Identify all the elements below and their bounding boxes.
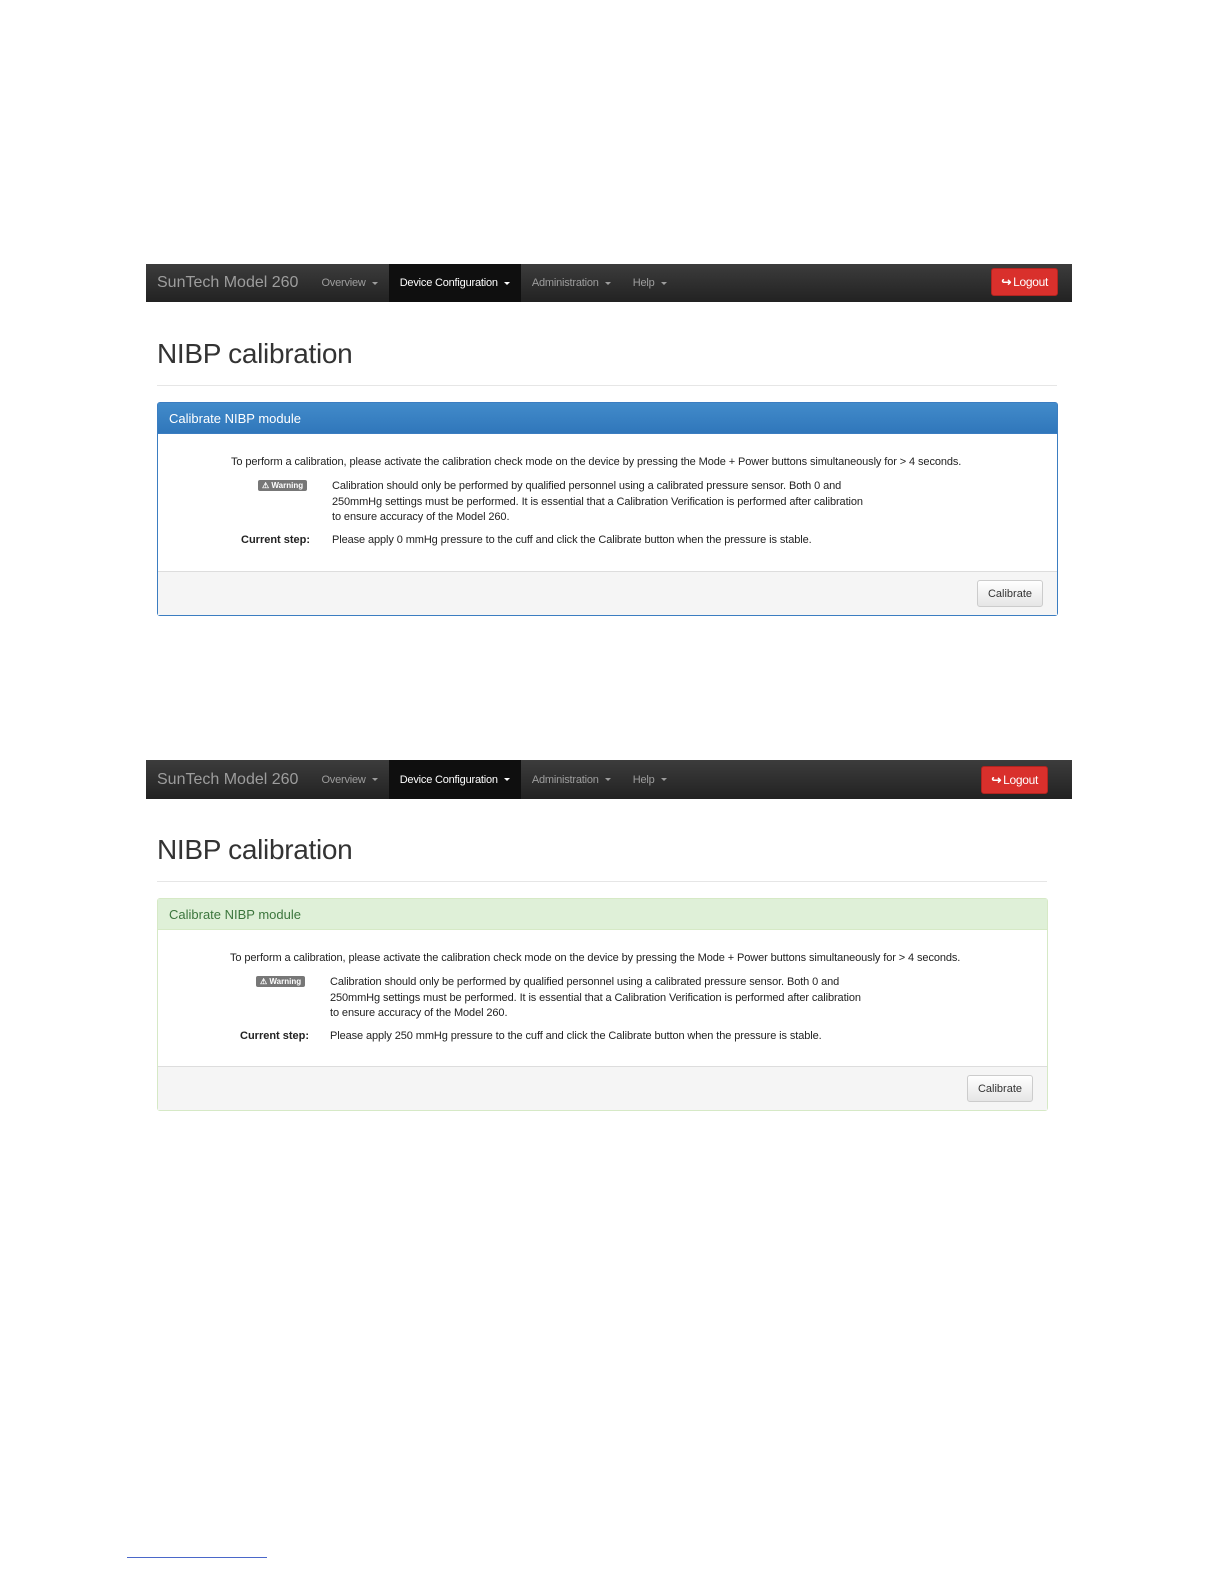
nav-administration-label: Administration	[531, 277, 599, 289]
nav-administration[interactable]	[521, 760, 622, 799]
nav-overview-label: Overview	[321, 277, 366, 289]
nav-overview-label: Overview	[321, 773, 366, 786]
warning-line: to ensure accuracy of the Model 260.	[332, 511, 510, 523]
nav-help[interactable]	[622, 760, 678, 799]
nav-overview[interactable]	[310, 264, 388, 302]
nav-administration[interactable]	[521, 264, 622, 302]
screenshot-step-2	[146, 760, 1072, 1120]
intro-text: To perform a calibration, please activate the calibration check mode on the device by pressing the Mode + Power buttons simultaneously for > 4 seconds.	[231, 456, 962, 468]
warning-badge: ⚠ Warning	[256, 976, 305, 987]
nav-help-label: Help	[632, 277, 655, 289]
panel-heading: Calibrate NIBP module	[158, 899, 1047, 930]
warning-badge-label: Warning	[271, 481, 304, 490]
caret-down-icon	[372, 778, 378, 781]
current-step-label: Current step:	[240, 1030, 310, 1042]
nav-administration-label: Administration	[531, 773, 599, 786]
current-step-label: Current step:	[241, 534, 311, 546]
warning-line: Calibration should only be performed by qualified personnel using a calibrated pressure sensor. Both 0 and	[330, 976, 840, 988]
nav-device-configuration-label: Device Configuration	[399, 773, 498, 786]
current-step-text: Please apply 0 mmHg pressure to the cuff and click the Calibrate button when the pressure is stable.	[332, 534, 812, 546]
brand-link[interactable]: SunTech Model 260	[157, 770, 299, 788]
nav-device-configuration-label: Device Configuration	[399, 277, 498, 289]
warning-badge-label: Warning	[269, 977, 302, 986]
nav-help[interactable]	[622, 264, 678, 302]
caret-down-icon	[372, 282, 378, 285]
logout-label: Logout	[1003, 773, 1038, 787]
caret-down-icon	[504, 282, 510, 285]
panel-body	[158, 930, 1047, 1066]
nav-device-configuration[interactable]	[389, 264, 521, 302]
logout-icon: ↪	[991, 773, 1002, 787]
logout-button[interactable]	[981, 766, 1048, 794]
caret-down-icon	[661, 778, 667, 781]
calibrate-button[interactable]: Calibrate	[967, 1075, 1033, 1102]
title-divider	[157, 385, 1057, 386]
logout-label: Logout	[1013, 275, 1048, 289]
logout-icon: ↪	[1001, 275, 1012, 289]
current-step-text: Please apply 250 mmHg pressure to the cuff and click the Calibrate button when the pressure is stable.	[330, 1030, 822, 1042]
warning-text	[332, 479, 892, 526]
nav-help-label: Help	[632, 773, 655, 786]
panel-footer	[158, 1066, 1047, 1110]
logout-button[interactable]	[991, 268, 1058, 296]
intro-text: To perform a calibration, please activate the calibration check mode on the device by pressing the Mode + Power buttons simultaneously for > 4 seconds.	[230, 952, 961, 964]
caret-down-icon	[605, 778, 611, 781]
calibrate-button[interactable]: Calibrate	[977, 580, 1043, 607]
warning-line: 250mmHg settings must be performed. It is essential that a Calibration Verification is performed after calibration	[332, 495, 863, 508]
caret-down-icon	[605, 282, 611, 285]
caret-down-icon	[504, 778, 510, 781]
nav-overview[interactable]	[310, 760, 388, 799]
brand-link[interactable]: SunTech Model 260	[157, 274, 299, 291]
calibrate-panel	[157, 402, 1058, 616]
page-title: NIBP calibration	[157, 834, 353, 865]
footnote-separator	[127, 1557, 267, 1558]
warning-badge: ⚠ Warning	[258, 480, 307, 491]
warning-line: Calibration should only be performed by qualified personnel using a calibrated pressure sensor. Both 0 and	[332, 480, 842, 492]
panel-heading: Calibrate NIBP module	[158, 403, 1057, 434]
title-divider	[157, 881, 1047, 882]
panel-body	[158, 434, 1057, 571]
warning-line: 250mmHg settings must be performed. It is essential that a Calibration Verification is performed after calibration	[330, 991, 861, 1004]
screenshot-step-1	[146, 264, 1072, 624]
page-title: NIBP calibration	[157, 338, 353, 369]
top-navbar	[146, 760, 1072, 799]
caret-down-icon	[661, 282, 667, 285]
nav-device-configuration[interactable]	[389, 760, 521, 799]
calibrate-panel	[157, 898, 1048, 1111]
panel-footer	[158, 571, 1057, 615]
warning-text	[330, 975, 890, 1022]
warning-line: to ensure accuracy of the Model 260.	[330, 1007, 508, 1019]
top-navbar	[146, 264, 1072, 302]
